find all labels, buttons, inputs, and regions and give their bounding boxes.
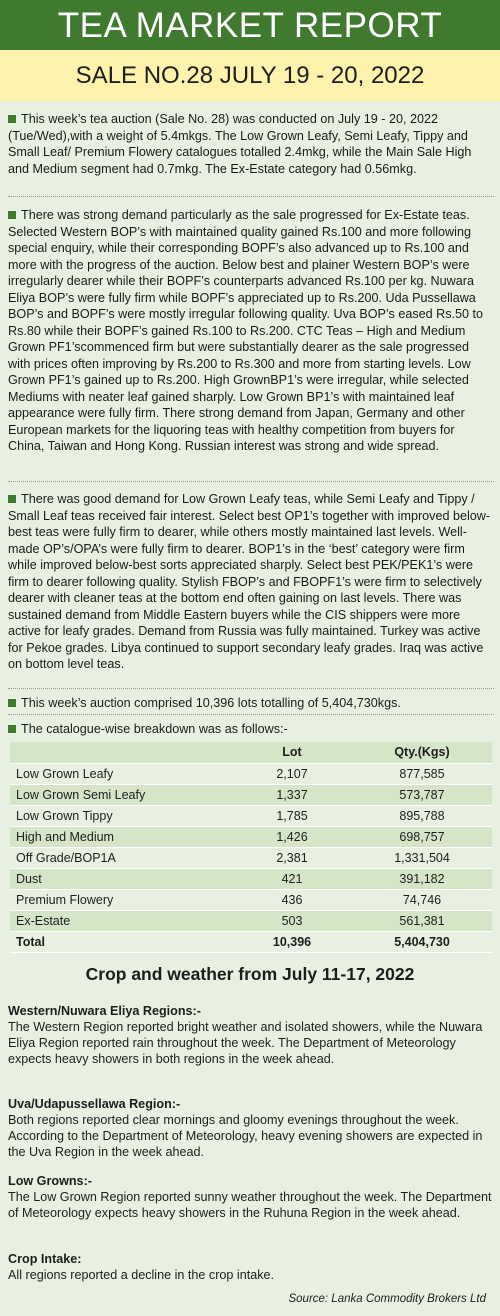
row-category: Dust (10, 868, 232, 889)
row-category: Premium Flowery (10, 889, 232, 910)
row-qty: 561,381 (352, 910, 492, 931)
square-bullet-icon (8, 211, 16, 219)
section-heading-crop-intake: Crop Intake: (8, 1252, 82, 1266)
ex-estate-text: There was strong demand particularly as the sale progressed for Ex-Estate teas. Selected Western BOP’s with maintained quality gained Rs.100 and more following special enquiry, while their corresponding BOPF’s also advanced up to Rs.100 and more with the progress of the auction. Below best and plainer Western BOP’s were irregularly dearer while their BOPF’s counterparts advanced Rs.100 per kg. Nuwara Eliya BOP’s were fully firm while BOPF’s appreciated up to Rs.200. Uda Pussellawa BOP’s and BOPF’s were mostly irregular following quality. Uva BOP’s eased Rs.50 to Rs.80 while their BOPF’s gained Rs.100 to Rs.200. CTC Teas – High and Medium Grown PF1’scommenced firm but were substantially dearer as the sale progressed with prices often improving by Rs.200 to Rs.300 and more from starting levels. Low Grown PF1’s gained up to Rs.200. High GrownBP1’s were irregular, while selected Mediums with neater leaf gained sharply. Low Grown BP1’s with maintained leaf appearance were fully firm. There strong demand from Japan, Germany and other European markets for the liquoring teas with healthy competition from buyers for China, Taiwan and Hong Kong. Russian interest was strong and wide spread. (8, 208, 484, 453)
row-lot: 2,107 (232, 763, 352, 784)
row-qty: 74,746 (352, 889, 492, 910)
row-qty: 391,182 (352, 868, 492, 889)
header-category (10, 742, 232, 763)
section-text-low-growns: The Low Grown Region reported sunny weather throughout the week. The Department of Meteorology expects heavy showers in the Ruhuna Region in the week ahead. (8, 1190, 492, 1220)
row-category: Low Grown Leafy (10, 763, 232, 784)
sale-banner: SALE NO.28 JULY 19 - 20, 2022 (0, 50, 500, 101)
row-lot: 1,785 (232, 805, 352, 826)
table-row (10, 805, 492, 826)
summary-text: This week’s tea auction (Sale No. 28) was conducted on July 19 - 20, 2022 (Tue/Wed),with a weight of 5.4mkgs. The Low Grown Leafy, Semi Leafy, Tippy and Small Leaf/ Premium Flowery catalogues totalled 2.4mkg, while the Main Sale High and Medium segment had 0.7mkg. The Ex-Estate category had 0.56mkg. (8, 112, 472, 176)
row-category: Low Grown Semi Leafy (10, 784, 232, 805)
square-bullet-icon (8, 115, 16, 123)
section-heading-low-growns: Low Growns:- (8, 1174, 92, 1188)
row-lot: 1,426 (232, 826, 352, 847)
section-text-uva: Both regions reported clear mornings and gloomy evenings throughout the week. According to the Department of Meteorology, heavy evening showers are expected in the Uva Region in the week ahead. (8, 1113, 483, 1159)
divider (8, 714, 494, 715)
section-text-western: The Western Region reported bright weather and isolated showers, while the Nuwara Eliya Region reported rain throughout the week. The Department of Meteorology expects heavy showers in both regions in the week ahead. (8, 1020, 483, 1066)
report-title: TEA MARKET REPORT (0, 0, 500, 50)
row-category: Low Grown Tippy (10, 805, 232, 826)
header-qty: Qty.(Kgs) (352, 742, 492, 763)
table-row (10, 826, 492, 847)
header-lot: Lot (232, 742, 352, 763)
low-grown-paragraph (8, 491, 494, 673)
row-qty: 895,788 (352, 805, 492, 826)
total-lot: 10,396 (232, 931, 352, 952)
row-lot: 1,337 (232, 784, 352, 805)
row-qty: 573,787 (352, 784, 492, 805)
section-text-crop-intake: All regions reported a decline in the crop intake. (8, 1268, 275, 1282)
row-lot: 436 (232, 889, 352, 910)
table-row (10, 847, 492, 868)
section-heading-uva: Uva/Udapussellawa Region:- (8, 1097, 181, 1111)
source-credit: Source: Lanka Commodity Brokers Ltd (288, 1293, 486, 1305)
total-label: Total (10, 931, 232, 952)
divider (8, 196, 494, 197)
auction-total-paragraph (8, 695, 494, 712)
row-lot: 421 (232, 868, 352, 889)
row-lot: 2,381 (232, 847, 352, 868)
square-bullet-icon (8, 725, 16, 733)
table-row (10, 910, 492, 931)
table-row (10, 763, 492, 784)
row-category: Ex-Estate (10, 910, 232, 931)
row-category: Off Grade/BOP1A (10, 847, 232, 868)
summary-paragraph (8, 111, 494, 177)
square-bullet-icon (8, 495, 16, 503)
row-lot: 503 (232, 910, 352, 931)
catalogue-table (10, 742, 492, 953)
divider (8, 481, 494, 482)
auction-total-text: This week’s auction comprised 10,396 lots totalling of 5,404,730kgs. (21, 696, 401, 710)
breakdown-intro (8, 721, 494, 738)
table-header-row (10, 742, 492, 763)
table-row (10, 889, 492, 910)
square-bullet-icon (8, 699, 16, 707)
row-category: High and Medium (10, 826, 232, 847)
crop-weather-title: Crop and weather from July 11-17, 2022 (85, 964, 415, 984)
row-qty: 1,331,504 (352, 847, 492, 868)
total-qty: 5,404,730 (352, 931, 492, 952)
low-grown-text: There was good demand for Low Grown Leafy teas, while Semi Leafy and Tippy / Small Leaf teas received fair interest. Select best OP1’s together with improved below-best teas were fully firm to dearer, while others mostly maintained last levels. Well-made OP’s/OPA’s were fully firm to dearer. BOP1’s in the ‘best’ category were firm while improved below-best sorts appreciated sharply. Select best PEK/PEK1’s were firm to dearer following quality. Stylish FBOP’s and FBOPF1’s were firm to selectively dearer with cleaner teas at the bottom end often gaining on last levels. There was sustained demand from Middle Eastern buyers while the CIS shippers were more active for leafy grades. Demand from Russia was fully maintained. Turkey was active for Pekoe grades. Libya continued to support secondary leafy grades. Iraq was active on bottom level teas. (8, 492, 491, 671)
breakdown-intro-text: The catalogue-wise breakdown was as follows:- (21, 722, 288, 736)
divider (8, 688, 494, 689)
table-row (10, 784, 492, 805)
section-heading-western: Western/Nuwara Eliya Regions:- (8, 1004, 201, 1018)
table-row (10, 868, 492, 889)
row-qty: 698,757 (352, 826, 492, 847)
ex-estate-paragraph (8, 207, 494, 455)
row-qty: 877,585 (352, 763, 492, 784)
table-total-row (10, 931, 492, 952)
